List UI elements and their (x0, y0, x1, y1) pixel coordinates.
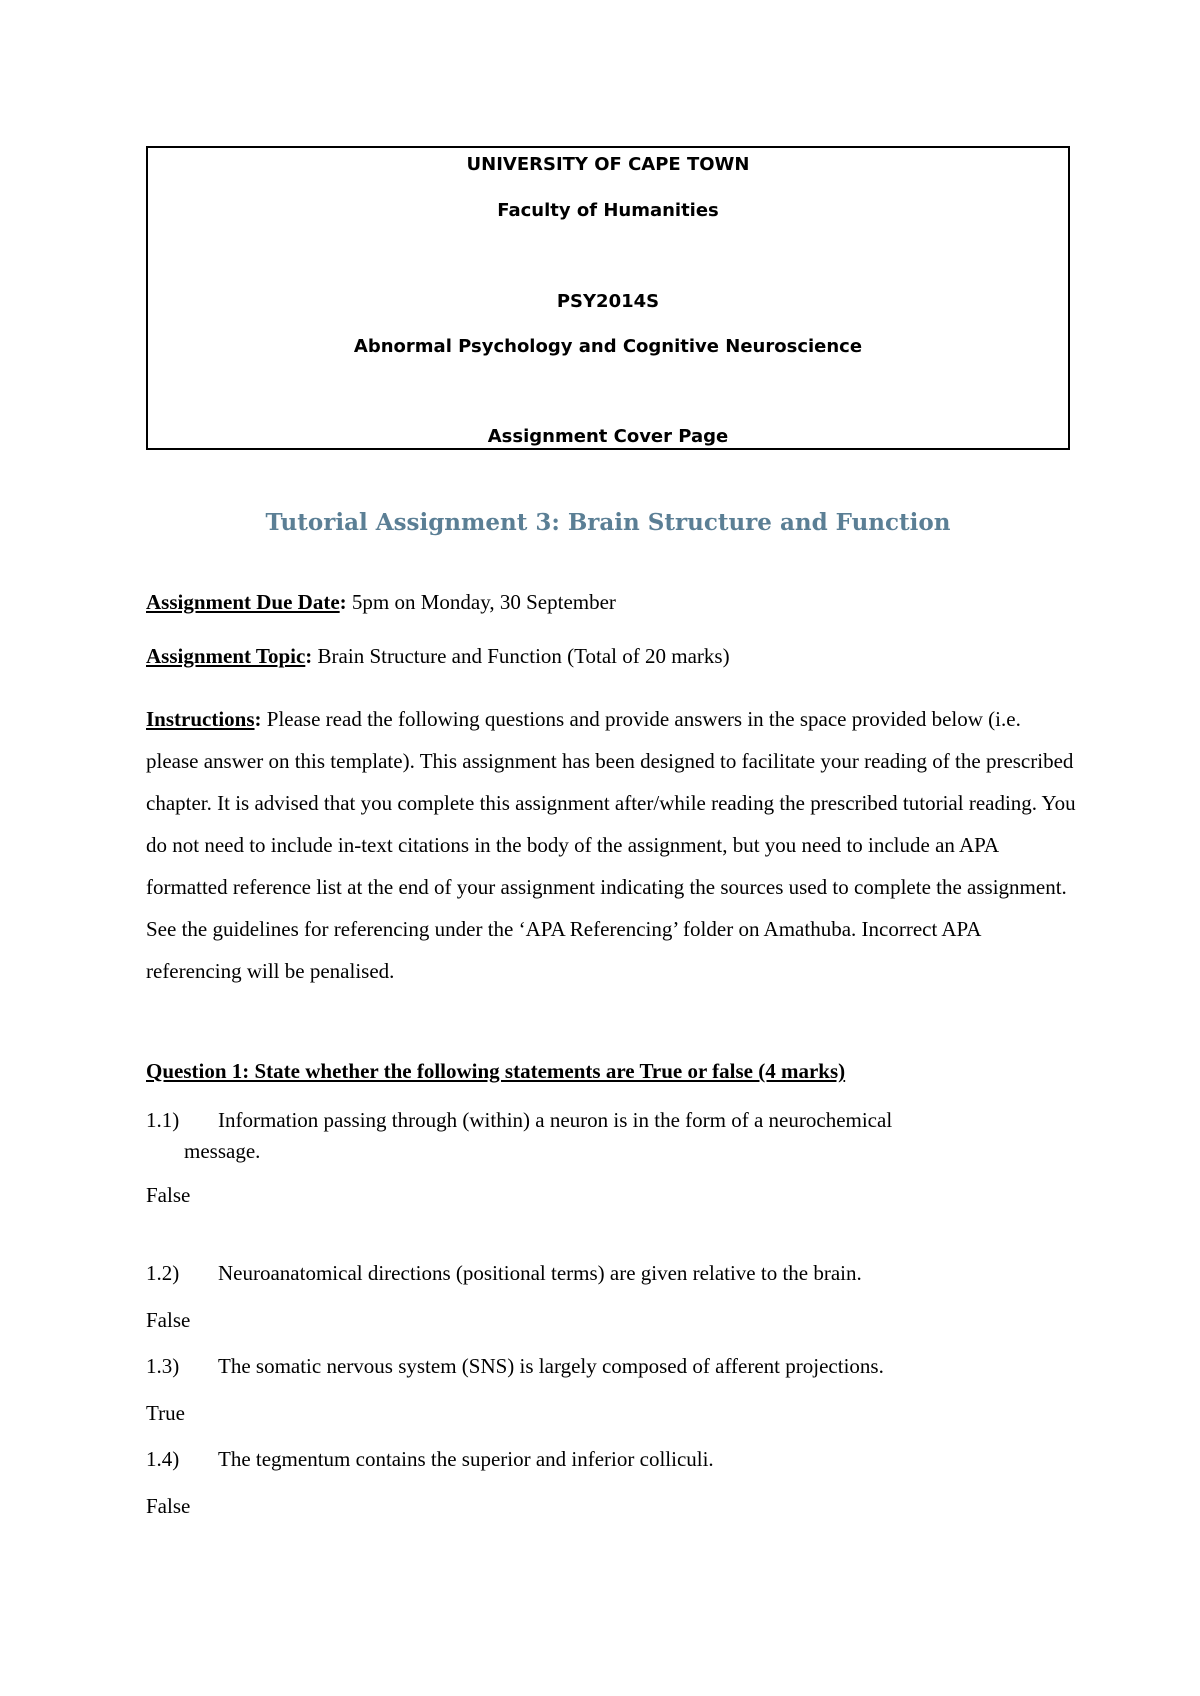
due-date-value: 5pm on Monday, 30 September (346, 590, 616, 614)
question-item (146, 1444, 714, 1474)
question-text: Neuroanatomical directions (positional terms) are given relative to the brain. (218, 1261, 862, 1285)
instructions-label: Instructions (146, 707, 255, 731)
instructions-text: Please read the following questions and provide answers in the space provided below (i.e. please answer on this template). This assignment has been designed to facilitate your reading of the prescribed chapter. It is advised that you complete this assignment after/while reading the prescribed tutorial reading. You do not need to include in-text citations in the body of the assignment, but you need to include an APA formatted reference list at the end of your assignment indicating the sources used to complete the assignment. See the guidelines for referencing under the ‘APA Referencing’ folder on Amathuba. Incorrect APA referencing will be penalised. (146, 707, 1076, 983)
topic-line: Assignment Topic: Brain Structure and Function (Total of 20 marks) (146, 644, 730, 668)
cover-page-label: Assignment Cover Page (487, 426, 729, 447)
question-1-heading: Question 1: State whether the following statements are True or false (4 marks) (146, 1059, 846, 1083)
question-number: 1.1) (146, 1108, 180, 1132)
topic-label: Assignment Topic (146, 644, 306, 668)
question-number: 1.3) (146, 1354, 180, 1378)
instructions-paragraph: Instructions: Please read the following questions and provide answers in the space provided below (i.e. please answer on this template). This assignment has been designed to facilitate your reading of the prescribed chapter. It is advised that you complete this assignment after/while reading the prescribed tutorial reading. You do not need to include in-text citations in the body of the assignment, but you need to include an APA formatted reference list at the end of your assignment indicating the sources used to complete the assignment. See the guidelines for referencing under the ‘APA Referencing’ folder on Amathuba. Incorrect APA referencing will be penalised. (146, 707, 1076, 983)
question-number: 1.2) (146, 1261, 180, 1285)
due-date-label: Assignment Due Date (146, 590, 340, 614)
answer-text: False (146, 1494, 191, 1518)
question-text: Information passing through (within) a neuron is in the form of a neurochemical (218, 1108, 893, 1132)
answer-text: False (146, 1308, 191, 1332)
assignment-title: Tutorial Assignment 3: Brain Structure and Function (265, 509, 951, 536)
cover-box (146, 146, 1070, 450)
faculty-name: Faculty of Humanities (497, 200, 719, 221)
due-date-line: Assignment Due Date: 5pm on Monday, 30 September (146, 590, 616, 614)
topic-value: Brain Structure and Function (Total of 20 marks) (312, 644, 730, 668)
question-text: The somatic nervous system (SNS) is largely composed of afferent projections. (218, 1354, 884, 1378)
question-item (146, 1351, 884, 1381)
course-code: PSY2014S (556, 291, 660, 312)
course-name: Abnormal Psychology and Cognitive Neuroscience (353, 336, 863, 357)
question-item (146, 1105, 892, 1135)
question-text: The tegmentum contains the superior and inferior colliculi. (218, 1447, 714, 1471)
question-number: 1.4) (146, 1447, 180, 1471)
question-item (146, 1258, 862, 1288)
question-text-continuation: message. (184, 1139, 261, 1163)
answer-text: True (146, 1401, 185, 1425)
university-name: UNIVERSITY OF CAPE TOWN (466, 154, 750, 175)
answer-text: False (146, 1183, 191, 1207)
